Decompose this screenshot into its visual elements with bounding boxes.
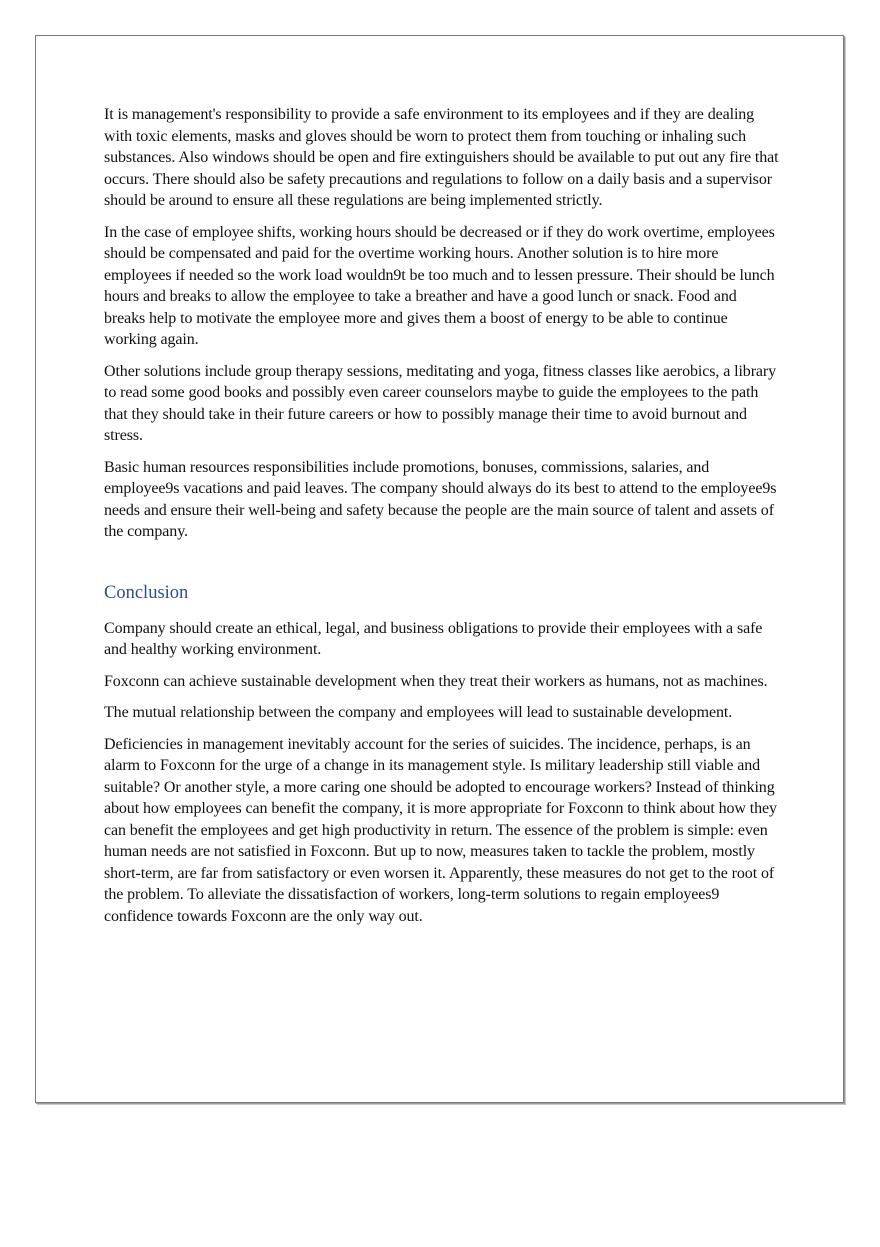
paragraph-other-solutions: Other solutions include group therapy sessions, meditating and yoga, fitness classes like aerobics, a library to read some good books and possibly even career counselors maybe to guide the employees to the path that they should take in their future careers or how to possibly manage their time to avoid burnout and stress. (104, 362, 777, 444)
paragraph-management-deficiencies: Deficiencies in management inevitably account for the series of suicides. The incidence, perhaps, is an alarm to Foxconn for the urge of a change in its management style. Is military leadership still viable and suitable? Or another style, a more caring one should be adopted to encourage workers? Instead of thinking about how employees can benefit the company, it is more appropriate for Foxconn to think about how they can benefit the employees and get high productivity in return. The essence of the problem is simple: even human needs are not satisfied in Foxconn. But up to now, measures taken to tackle the problem, mostly short-term, are far from satisfactory or even worsen it. Apparently, these measures do not get to the root of the problem. To alleviate the dissatisfaction of workers, long-term solutions to regain employees9 confidence towards Foxconn are the only way out. (104, 735, 777, 925)
paragraph-safety-environment: It is management's responsibility to provide a safe environment to its employees and if they are dealing with toxic elements, masks and gloves should be worn to protect them from touching or inhaling such substances. Also windows should be open and fire extinguishers should be available to put out any fire that occurs. There should also be safety precautions and regulations to follow on a daily basis and a supervisor should be around to ensure all these regulations are being implemented strictly. (104, 106, 779, 209)
paragraph-company-obligations: Company should create an ethical, legal, and business obligations to provide their employees with a safe and healthy working environment. (104, 619, 763, 658)
paragraph-mutual-relationship: The mutual relationship between the company and employees will lead to sustainable development. (104, 704, 733, 721)
conclusion-heading: Conclusion (104, 582, 189, 603)
paragraph-sustainable-development: Foxconn can achieve sustainable development when they treat their workers as humans, not as machines. (104, 672, 768, 690)
paragraph-hr-responsibilities: Basic human resources responsibilities include promotions, bonuses, commissions, salaries, and employee9s vacations and paid leaves. The company should always do its best to attend to the employee9s needs and ensure their well-being and safety because the people are the main source of talent and assets of the company. (104, 458, 777, 540)
document-body (104, 104, 780, 937)
paragraph-employee-shifts: In the case of employee shifts, working hours should be decreased or if they do work overtime, employees should be compensated and paid for the overtime working hours. Another solution is to hire more employees if needed so the work load wouldn9t be too much and to lessen pressure. Their should be lunch hours and breaks to allow the employee to take a breather and have a good lunch or snack. Food and breaks help to motivate the employee more and gives them a boost of energy to be able to continue working again. (104, 223, 775, 348)
